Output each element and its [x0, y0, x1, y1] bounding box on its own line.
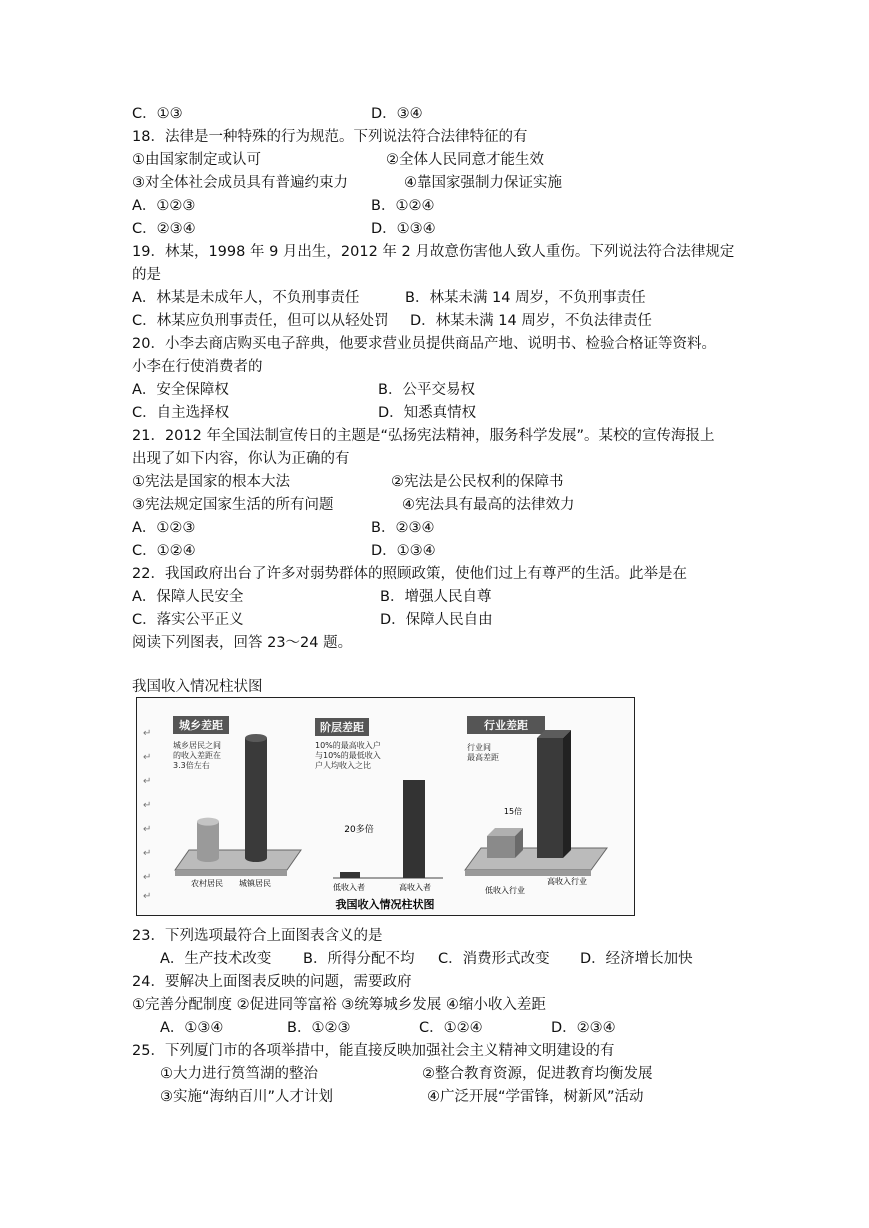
panel-annotation-line2: 最高差距: [467, 753, 499, 762]
q20-option-a: A．安全保障权: [132, 382, 229, 398]
figure-caption: 我国收入情况柱状图: [335, 898, 435, 911]
q22-option-d: D．保障人民自由: [380, 612, 493, 628]
q21-option-d: D．①③④: [371, 543, 436, 559]
q18-option-a: A．①②③: [132, 198, 196, 214]
panel-title: 阶层差距: [320, 721, 364, 734]
q21-statement-2: ②宪法是公民权利的保障书: [391, 474, 564, 490]
q21-stem-line1: 21．2012 年全国法制宣传日的主题是“弘扬宪法精神，服务科学发展”。某校的宣传海报上: [132, 428, 715, 444]
panel-annotation-line1: 城乡居民之间: [173, 741, 221, 750]
panel-industry: [465, 716, 607, 895]
panel-urban-rural: [173, 716, 301, 888]
q22-option-b: B．增强人民自尊: [380, 589, 492, 605]
q18-option-d: D．①③④: [371, 221, 436, 237]
panel-base: [175, 850, 301, 870]
q21-option-c: C．①②④: [132, 543, 196, 559]
bar-农村居民-top: [197, 818, 219, 826]
category-label-rural: 农村居民: [191, 879, 223, 888]
bar-城镇居民: [245, 734, 267, 862]
panel-title: 行业差距: [484, 719, 528, 732]
q24-option-b: B．①②③: [287, 1020, 351, 1036]
q19-option-c: C．林某应负刑事责任，但可以从轻处罚: [132, 313, 389, 329]
q24-statements: ①完善分配制度 ②促进同等富裕 ③统筹城乡发展 ④缩小收入差距: [132, 997, 546, 1013]
bar-农村居民-body: [197, 822, 219, 858]
q20-stem-line2: 小李在行使消费者的: [132, 359, 263, 375]
bar-低收入行业: [487, 828, 523, 858]
q19-option-b: B．林某未满 14 周岁，不负刑事责任: [405, 290, 646, 306]
q24-option-c: C．①②④: [419, 1020, 483, 1036]
q19-option-d: D．林某未满 14 周岁，不负法律责任: [410, 313, 652, 329]
paragraph-mark: ↵: [143, 728, 152, 739]
q19-stem-line1: 19．林某，1998 年 9 月出生，2012 年 2 月故意伤害他人致人重伤。下列说法符合法律规定: [132, 244, 735, 260]
q25-statement-2: ②整合教育资源，促进教育均衡发展: [422, 1066, 653, 1082]
paragraph-mark: ↵: [143, 824, 152, 835]
category-label-low-industry: 低收入行业: [485, 886, 525, 895]
bar-高收入行业: [537, 730, 571, 858]
q21-option-b: B．②③④: [371, 520, 435, 536]
figure-intro: 阅读下列图表，回答 23～24 题。: [132, 635, 353, 651]
value-label: 15倍: [503, 807, 523, 816]
q23-option-d: D．经济增长加快: [580, 951, 693, 967]
q24-stem: 24．要解决上面图表反映的问题，需要政府: [132, 974, 412, 990]
q19-option-a: A．林某是未成年人，不负刑事责任: [132, 290, 360, 306]
panel-class: [315, 718, 443, 892]
category-label-high: 高收入者: [399, 883, 431, 892]
panel-base-front: [465, 870, 591, 876]
q18-statement-3: ③对全体社会成员具有普遍约束力: [132, 175, 348, 191]
paragraph-mark: ↵: [143, 776, 152, 787]
category-label-low: 低收入者: [333, 883, 365, 892]
q22-option-a: A．保障人民安全: [132, 589, 244, 605]
paragraph-mark: ↵: [143, 752, 152, 763]
panel-base: [465, 848, 607, 870]
bar-高收入者: [403, 780, 425, 878]
q25-statement-1: ①大力进行筼筜湖的整治: [160, 1066, 318, 1082]
q21-statement-4: ④宪法具有最高的法律效力: [402, 497, 575, 513]
bar-城镇居民-top: [245, 734, 267, 742]
q21-statement-1: ①宪法是国家的根本大法: [132, 474, 290, 490]
q20-option-c: C．自主选择权: [132, 405, 230, 421]
q22-stem: 22．我国政府出台了许多对弱势群体的照顾政策，使他们过上有尊严的生活。此举是在: [132, 566, 687, 582]
panel-base-front: [175, 870, 287, 876]
paragraph-mark: ↵: [143, 891, 152, 902]
q21-statement-3: ③宪法规定国家生活的所有问题: [132, 497, 334, 513]
q17-option-d: D．③④: [371, 106, 423, 122]
panel-annotation-line2: 的收入差距在: [173, 751, 221, 760]
q22-option-c: C．落实公平正义: [132, 612, 244, 628]
paragraph-marks: [143, 728, 151, 902]
bar-group-industry: [487, 730, 571, 858]
q23-option-b: B．所得分配不均: [303, 951, 415, 967]
q20-option-b: B．公平交易权: [378, 382, 475, 398]
income-bar-chart-svg: [137, 698, 633, 914]
bar-低收入行业-front: [487, 836, 515, 858]
panel-annotation-line1: 10%的最高收入户: [315, 741, 381, 750]
q18-statement-1: ①由国家制定或认可: [132, 152, 261, 168]
bar-高收入行业-front: [537, 738, 563, 858]
q23-option-a: A．生产技术改变: [160, 951, 272, 967]
paragraph-mark: ↵: [143, 800, 152, 811]
panel-annotation-line3: 户人均收入之比: [315, 761, 371, 770]
q21-stem-line2: 出现了如下内容，你认为正确的有: [132, 451, 350, 467]
panel-title: 城乡差距: [179, 719, 223, 732]
q20-stem-line1: 20．小李去商店购买电子辞典，他要求营业员提供商品产地、说明书、检验合格证等资料。: [132, 336, 716, 352]
category-label-urban: 城镇居民: [239, 879, 271, 888]
bar-高收入行业-side: [563, 730, 571, 858]
q17-option-c: C．①③: [132, 106, 183, 122]
bar-农村居民: [197, 818, 219, 862]
q18-statement-2: ②全体人民同意才能生效: [386, 152, 544, 168]
figure-title: 我国收入情况柱状图: [132, 679, 263, 695]
q25-statement-4: ④广泛开展“学雷锋，树新风”活动: [427, 1089, 644, 1105]
q19-stem-line2: 的是: [132, 267, 161, 283]
bar-城镇居民-body: [245, 738, 267, 858]
value-label: 20多倍: [344, 825, 374, 835]
q24-option-d: D．②③④: [551, 1020, 616, 1036]
q18-stem: 18．法律是一种特殊的行为规范。下列说法符合法律特征的有: [132, 129, 528, 145]
category-label-high-industry: 高收入行业: [547, 877, 587, 886]
bar-低收入者: [340, 872, 360, 878]
paragraph-mark: ↵: [143, 848, 152, 859]
panel-annotation-line2: 与10%的最低收入: [315, 751, 381, 760]
q24-option-a: A．①③④: [160, 1020, 224, 1036]
q21-option-a: A．①②③: [132, 520, 196, 536]
panel-annotation-line3: 3.3倍左右: [173, 761, 210, 770]
panel-annotation-line1: 行业间: [467, 743, 491, 752]
paragraph-mark: ↵: [143, 872, 152, 883]
q23-option-c: C．消费形式改变: [438, 951, 550, 967]
q20-option-d: D．知悉真情权: [378, 405, 477, 421]
q23-stem: 23．下列选项最符合上面图表含义的是: [132, 928, 383, 944]
income-bar-chart-figure: [136, 697, 635, 916]
q18-option-c: C．②③④: [132, 221, 196, 237]
q18-statement-4: ④靠国家强制力保证实施: [404, 175, 562, 191]
q25-stem: 25．下列厦门市的各项举措中，能直接反映加强社会主义精神文明建设的有: [132, 1043, 615, 1059]
q25-statement-3: ③实施“海纳百川”人才计划: [160, 1089, 334, 1105]
q18-option-b: B．①②④: [371, 198, 435, 214]
